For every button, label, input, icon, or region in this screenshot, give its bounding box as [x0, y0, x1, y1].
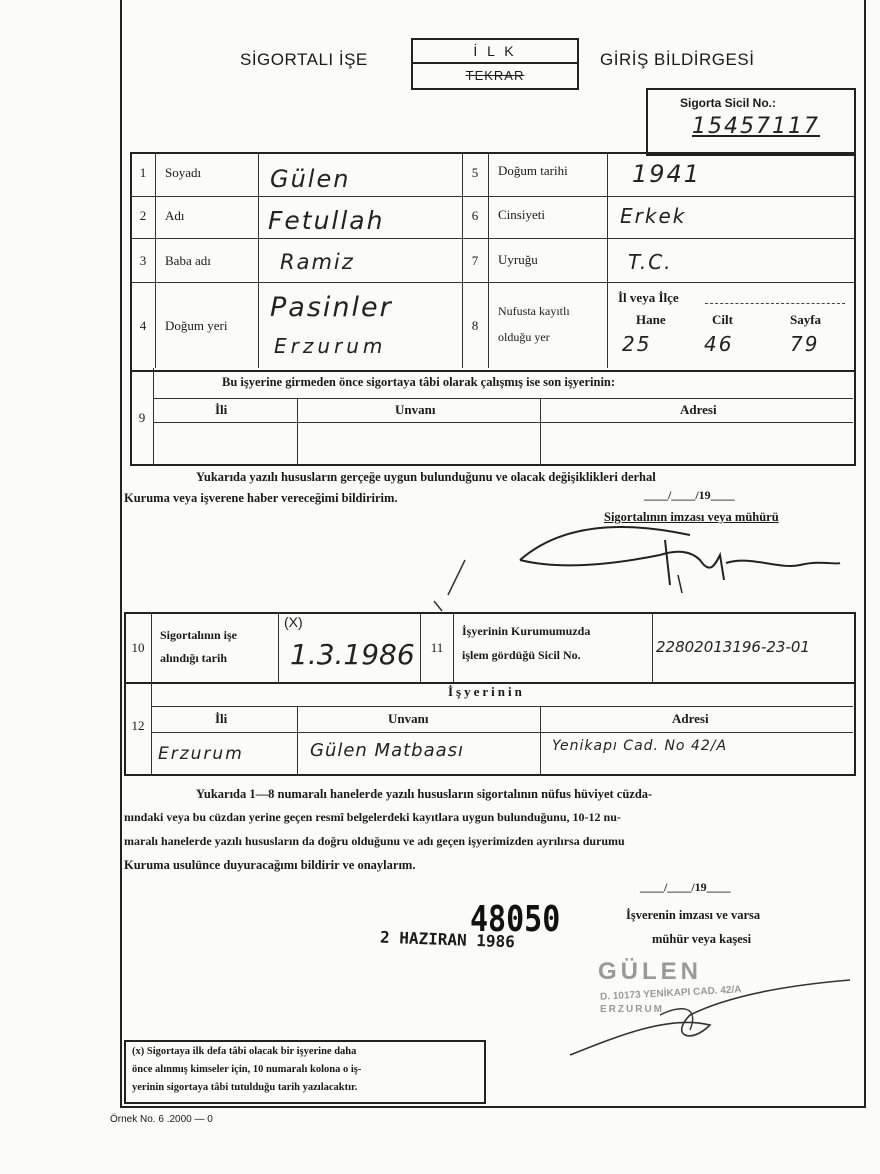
field-1-label: Soyadı [165, 165, 202, 180]
declaration-2-line4: Kuruma usulünce duyuracağımı bildirir ve onaylarım. [124, 858, 416, 872]
field-6-label: Cinsiyeti [498, 207, 545, 222]
field-3-num: 3 [139, 253, 147, 268]
employee-signature [500, 515, 860, 605]
identity-table [130, 152, 856, 372]
field-8-sayfa-label: Sayfa [790, 312, 822, 327]
field-6-value: Erkek [620, 204, 687, 228]
field-8-cilt: 46 [704, 332, 734, 356]
declaration-2-line1: Yukarıda 1—8 numaralı hanelerde yazılı hususların sigortalının nüfus hüviyet cüzda- [196, 787, 653, 801]
field-5-num: 5 [471, 165, 479, 180]
field-8-label-line1: Nufusta kayıtlı [498, 304, 570, 318]
section-9-col-adres: Adresi [680, 402, 717, 417]
section-12-heading: İşyerinin [448, 684, 525, 699]
declaration-2-line2: nındaki veya bu cüzdan yerine geçen resmî belgelerdeki kayıtlara uygun bulunduğunu, 10-12 nu- [124, 810, 621, 824]
section-12-adres: Yenikapı Cad. No 42/A [552, 738, 728, 754]
title-left: SİGORTALI İŞE [240, 50, 368, 69]
section-11-label-line2: işlem gördüğü Sicil No. [462, 648, 581, 662]
section-12-il: Erzurum [158, 744, 244, 764]
field-8-hane-label: Hane [636, 312, 666, 327]
field-5-value: 1941 [632, 160, 702, 188]
page-bottom-border [120, 1106, 866, 1108]
section-9-num: 9 [138, 410, 146, 425]
declaration-1-line2: Kuruma veya işverene haber vereceğimi bildiririm. [124, 491, 398, 505]
field-3-value: Ramiz [280, 250, 355, 274]
page-left-border [120, 0, 122, 1108]
stamp-company: GÜLEN [598, 958, 702, 985]
field-4-num: 4 [139, 318, 147, 333]
section-10-num: 10 [131, 640, 145, 655]
field-8-hane: 25 [622, 332, 652, 356]
field-7-num: 7 [471, 253, 479, 268]
declaration-2-line3: maralı hanelerde yazılı hususların da doğru olduğunu ve adı geçen işyerimizden ayrılırsa durumu [124, 834, 625, 848]
field-5-label: Doğum tarihi [498, 163, 568, 178]
employer-date: ____/____/19____ [640, 880, 731, 894]
stamp-line3: ERZURUM [600, 1004, 664, 1015]
field-8-cilt-label: Cilt [712, 312, 733, 327]
form-code: Örnek No. 6 .2000 — 0 [110, 1114, 213, 1125]
section-10-mark: (X) [284, 614, 303, 630]
stamp-number: 48050 [470, 898, 561, 941]
field-4-value-line1: Pasinler [270, 292, 393, 323]
section-12-num: 12 [131, 718, 145, 733]
section-12-col-il: İli [215, 711, 228, 726]
section-10-value: 1.3.1986 [290, 638, 415, 671]
section-11-label-line1: İşyerinin Kurumumuzda [462, 624, 591, 638]
field-8-num: 8 [471, 318, 479, 333]
field-2-value: Fetullah [268, 206, 385, 235]
ilk-label: İ L K [413, 40, 577, 64]
section-10-label-line1: Sigortalının işe [160, 628, 238, 642]
field-4-label: Doğum yeri [165, 318, 228, 333]
field-6-num: 6 [471, 208, 479, 223]
field-7-label: Uyruğu [498, 252, 538, 267]
declaration-1-line1: Yukarıda yazılı hususların gerçeğe uygun bulunduğunu ve olacak değişiklikleri derhal [196, 470, 656, 484]
section-12-col-unvan: Unvanı [388, 711, 429, 726]
sicil-label: Sigorta Sicil No.: [680, 96, 777, 110]
field-2-num: 2 [139, 208, 147, 223]
employer-sign-line2: mühür veya kaşesi [652, 932, 752, 946]
field-8-label-line2: olduğu yer [498, 330, 550, 344]
tekrar-label: TEKRAR [465, 68, 525, 83]
field-7-value: T.C. [628, 250, 673, 274]
stamp-line2: D. 10173 YENİKAPI CAD. 42/A [599, 984, 742, 1003]
footnote-line1: (x) Sigortaya ilk defa tâbi olacak bir işyerine daha [132, 1046, 357, 1057]
footnote-line2: önce alınmış kimseler için, 10 numaralı kolona o iş- [132, 1064, 362, 1075]
field-1-num: 1 [139, 165, 147, 180]
section-12-unvan: Gülen Matbaası [310, 740, 465, 761]
check-mark [420, 555, 470, 615]
employer-signature [560, 975, 860, 1065]
section-9-heading: Bu işyerine girmeden önce sigortaya tâbi olarak çalışmış ise son işyerinin: [222, 375, 616, 389]
field-1-value: Gülen [270, 165, 351, 193]
field-4-value-line2: Erzurum [274, 334, 387, 358]
field-8-il-label: İl veya İlçe [618, 290, 679, 305]
title-right: GİRİŞ BİLDİRGESİ [600, 50, 755, 69]
page-right-border [864, 0, 866, 1108]
section-11-value: 22802013196-23-01 [656, 638, 810, 656]
stamp-date: 2 HAZIRAN 1986 [379, 927, 516, 952]
declaration-1-date: ____/____/19____ [644, 488, 735, 502]
section-9-col-il: İli [215, 402, 228, 417]
footnote-line3: yerinin sigortaya tâbi tutulduğu tarih yazılacaktır. [132, 1082, 358, 1093]
section-11-num: 11 [430, 640, 444, 655]
section-12-col-adres: Adresi [672, 711, 709, 726]
sicil-box [646, 88, 856, 156]
footnote-box [124, 1040, 486, 1104]
sicil-value: 15457117 [692, 114, 820, 139]
declaration-1-sign-label: Sigortalının imzası veya mühürü [604, 510, 779, 524]
field-3-label: Baba adı [165, 253, 211, 268]
field-2-label: Adı [165, 208, 185, 223]
section-9-col-unvan: Unvanı [395, 402, 436, 417]
employer-sign-line1: İşverenin imzası ve varsa [626, 908, 761, 922]
section-10-label-line2: alındığı tarih [160, 651, 228, 665]
field-8-sayfa: 79 [790, 332, 820, 356]
ilk-tekrar-box [411, 38, 579, 90]
